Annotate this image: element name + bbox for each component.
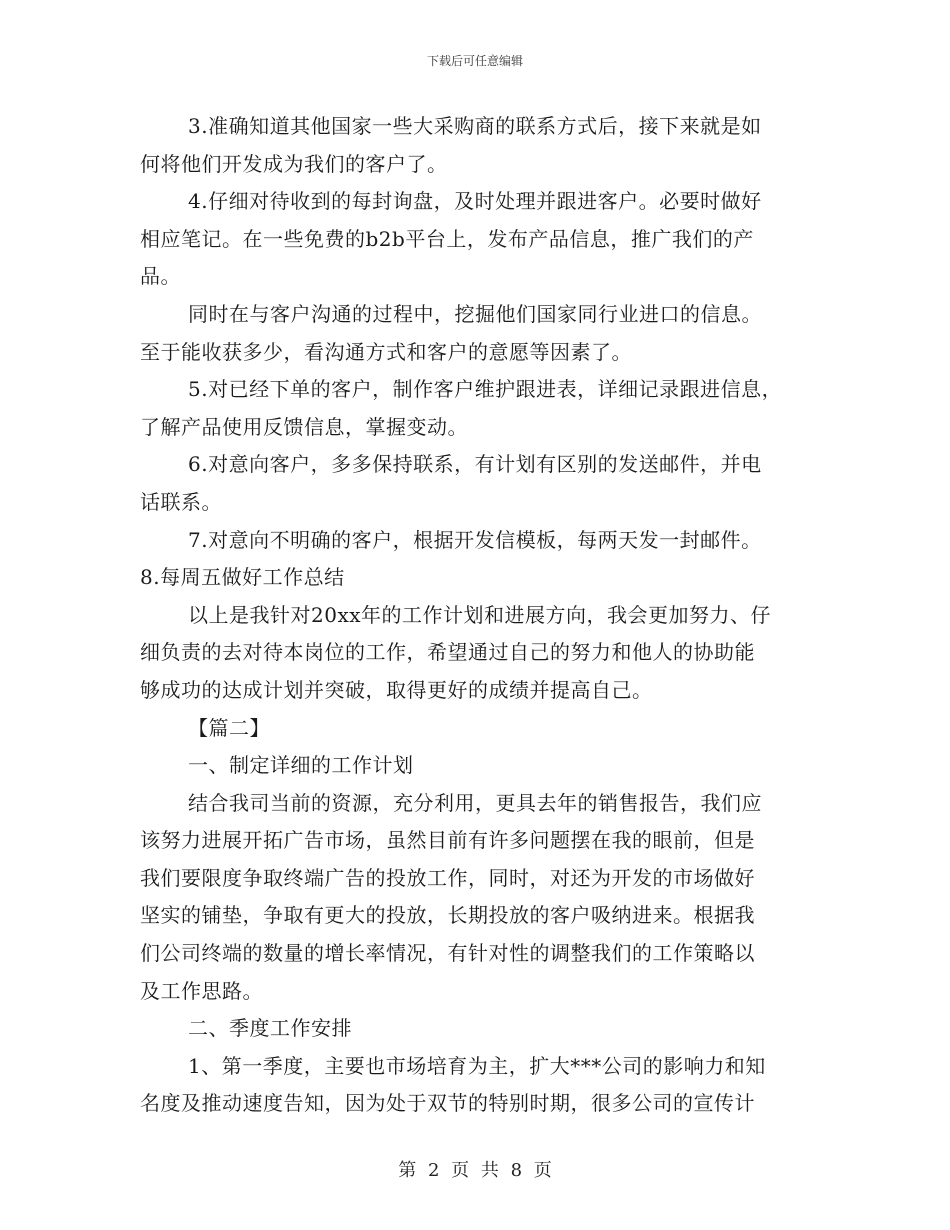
paragraph-line: 们公司终端的数量的增长率情况，有针对性的调整我们的工作策略以 [140,941,755,966]
subsection-heading: 一、制定详细的工作计划 [188,753,414,778]
paragraph-line: 了解产品使用反馈信息，掌握变动。 [140,414,468,439]
document-body [140,108,812,1123]
paragraph-line: 4.仔细对待收到的每封询盘，及时处理并跟进客户。必要时做好 [188,189,762,214]
paragraph-line: 话联系。 [140,489,222,514]
paragraph-line: 结合我司当前的资源，充分利用，更具去年的销售报告，我们应 [188,790,762,815]
paragraph-line: 6.对意向客户，多多保持联系，有计划有区别的发送邮件，并电 [188,452,762,477]
paragraph-line: 8.每周五做好工作总结 [140,565,345,590]
paragraph-line: 细负责的去对待本岗位的工作，希望通过自己的努力和他人的协助能 [140,640,755,665]
paragraph-line: 7.对意向不明确的客户，根据开发信模板，每两天发一封邮件。 [188,527,762,552]
paragraph-line: 够成功的达成计划并突破，取得更好的成绩并提高自己。 [140,677,653,702]
page-number: 第 2 页 共 8 页 [398,1160,552,1181]
paragraph-line: 我们要限度争取终端广告的投放工作，同时，对还为开发的市场做好 [140,865,755,890]
subsection-heading: 二、季度工作安排 [188,1016,352,1041]
paragraph-line: 该努力进展开拓广告市场，虽然目前有许多问题摆在我的眼前，但是 [140,828,755,853]
paragraph-line: 5.对已经下单的客户，制作客户维护跟进表，详细记录跟进信息， [188,377,783,402]
paragraph-line: 名度及推动速度告知，因为处于双节的特别时期，很多公司的宣传计 [140,1091,755,1116]
paragraph-line: 及工作思路。 [140,978,263,1003]
paragraph-line: 何将他们开发成为我们的客户了。 [140,151,448,176]
paragraph-line: 3.准确知道其他国家一些大采购商的联系方式后，接下来就是如 [188,114,762,138]
paragraph-line: 相应笔记。在一些免费的b2b平台上，发布产品信息，推广我们的产 [140,226,754,251]
paragraph-line: 品。 [140,264,181,289]
paragraph-line: 坚实的铺垫，争取有更大的投放，长期投放的客户吸纳进来。根据我 [140,903,755,928]
paragraph-line: 1、第一季度，主要也市场培育为主，扩大***公司的影响力和知 [188,1053,766,1078]
section-heading: 【篇二】 [188,715,270,740]
paragraph-line: 至于能收获多少，看沟通方式和客户的意愿等因素了。 [140,339,632,364]
page-header: 下载后可任意编辑 [426,54,523,68]
paragraph-line: 同时在与客户沟通的过程中，挖掘他们国家同行业进口的信息。 [188,301,762,326]
paragraph-line: 以上是我针对20xx年的工作计划和进展方向，我会更加努力、仔 [188,602,772,627]
